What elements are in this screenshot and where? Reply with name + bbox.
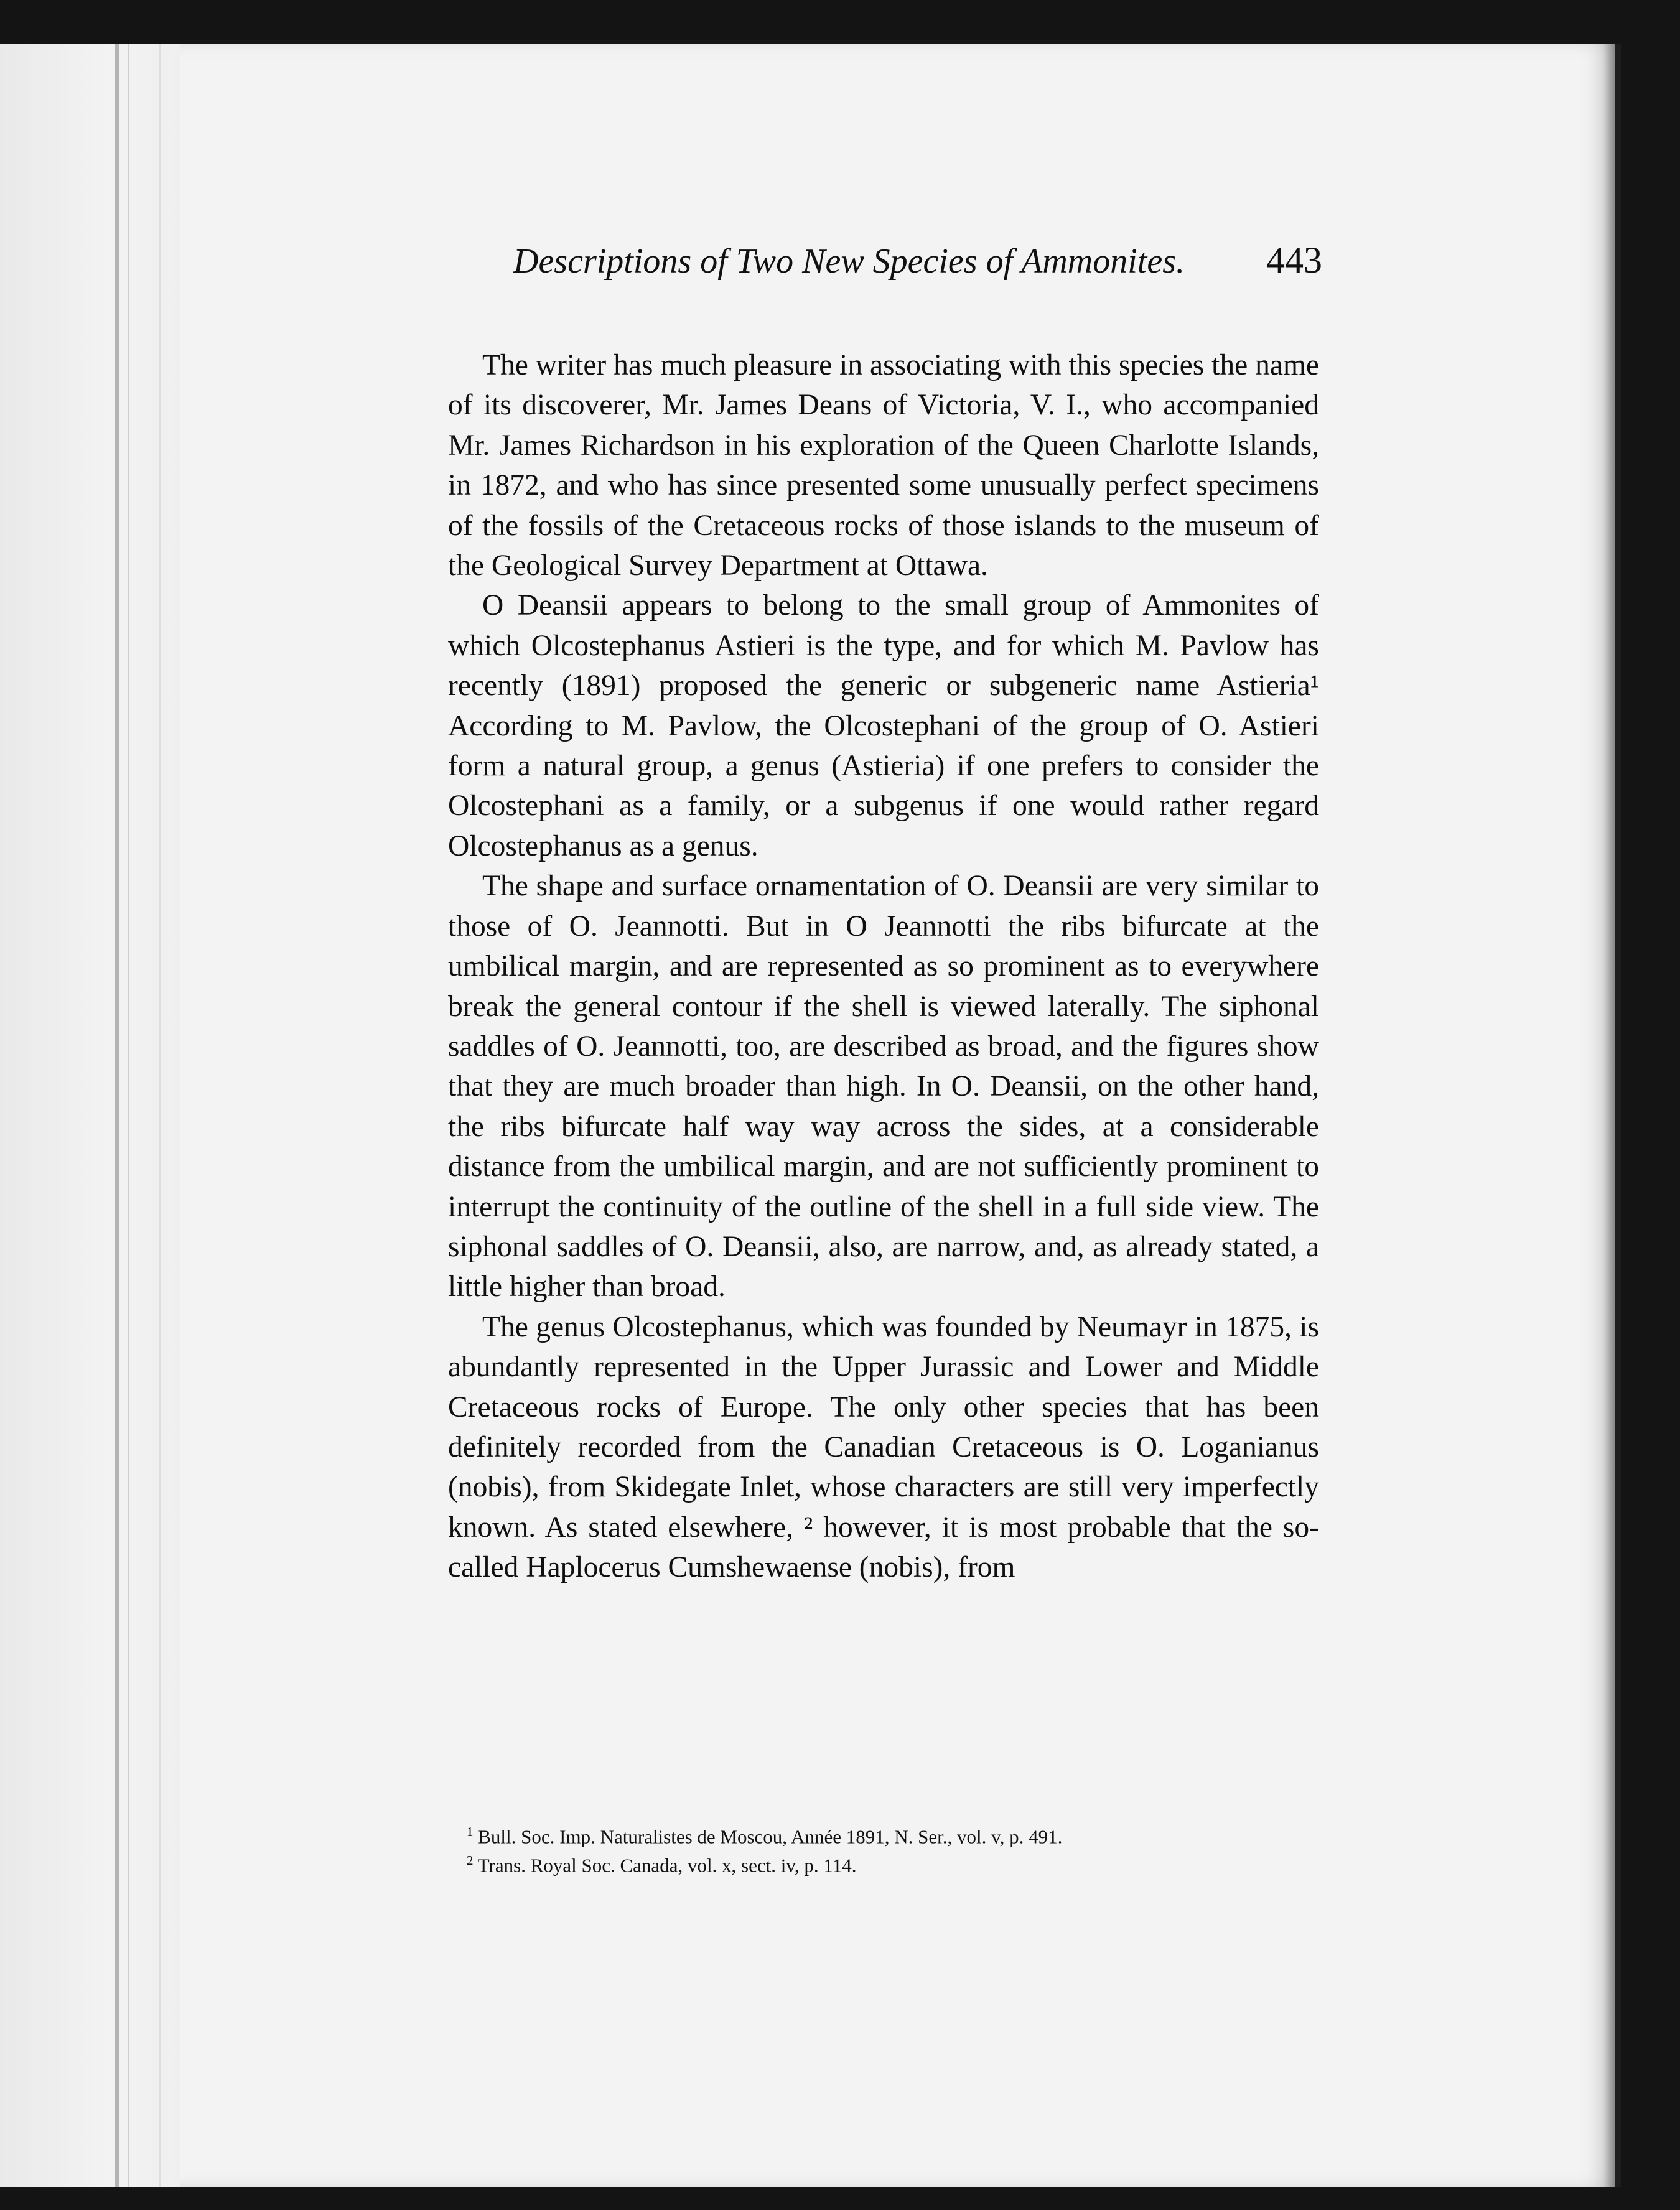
footnote-text: Bull. Soc. Imp. Naturalistes de Moscou, Année 1891, N. Ser., vol. v, p. 491.	[478, 1825, 1063, 1848]
book-page	[0, 44, 1621, 2187]
paragraph: O Deansii appears to belong to the small group of Ammonites of which Olcostephanus Astieri is the type, and for which M. Pavlow has recently (1891) proposed the generic or subgeneric name Astieria¹ According to M. Pavlow, the Olcostephani of the group of O. Astieri form a natural group, a genus (Astieria) if one prefers to consider the Olcostephani as a family, or a subgenus if one would rather regard Olcostephanus as a genus.	[448, 589, 1319, 862]
binding-fold-line	[128, 44, 129, 2187]
footnote-text: Trans. Royal Soc. Canada, vol. x, sect. iv, p. 114.	[477, 1854, 857, 1877]
footnote-marker: 1	[467, 1824, 474, 1839]
footnote	[467, 1820, 1307, 1849]
running-head-title: Descriptions of Two New Species of Ammonites.	[513, 242, 1185, 281]
page-number: 443	[1266, 240, 1322, 281]
binding-fold-line	[115, 44, 119, 2187]
footnote-marker: 2	[467, 1853, 474, 1868]
paragraph: The writer has much pleasure in associating with this species the name of its discoverer, Mr. James Deans of Victoria, V. I., who accompanied Mr. James Richardson in his exploration of the Queen Charlotte Islands, in 1872, and who has since presented some unusually perfect specimens of the fossils of the Cretaceous rocks of those islands to the museum of the Geological Survey Department at Ottawa.	[448, 349, 1319, 582]
running-head	[513, 230, 1322, 286]
binding-fold-line	[159, 44, 161, 2187]
page-edge-shadow	[1603, 44, 1615, 2187]
footnote	[467, 1849, 1307, 1877]
body-text	[448, 345, 1319, 1588]
binding-gutter	[0, 44, 180, 2187]
footnotes	[467, 1820, 1307, 1878]
paragraph: The shape and surface ornamentation of O. Deansii are very similar to those of O. Jeannotti. But in O Jeannotti the ribs bifurcate at the umbilical margin, and are represented as so prominent as to everywhere break the general contour if the shell is viewed laterally. The siphonal saddles of O. Jeannotti, too, are described as broad, and the figures show that they are much broader than high. In O. Deansii, on the other hand, the ribs bifurcate half way way across the sides, at a considerable distance from the umbilical margin, and are not sufficiently prominent to interrupt the continuity of the outline of the shell in a full side view. The siphonal saddles of O. Deansii, also, are narrow, and, as already stated, a little higher than broad.	[448, 870, 1319, 1303]
paragraph: The genus Olcostephanus, which was founded by Neumayr in 1875, is abundantly represented in the Upper Jurassic and Lower and Middle Cretaceous rocks of Europe. The only other species that has been definitely recorded from the Canadian Cretaceous is O. Loganianus (nobis), from Skidegate Inlet, whose characters are still very imperfectly known. As stated elsewhere, ² however, it is most probable that the so-called Haplocerus Cumshewaense (nobis), from	[448, 1310, 1319, 1584]
